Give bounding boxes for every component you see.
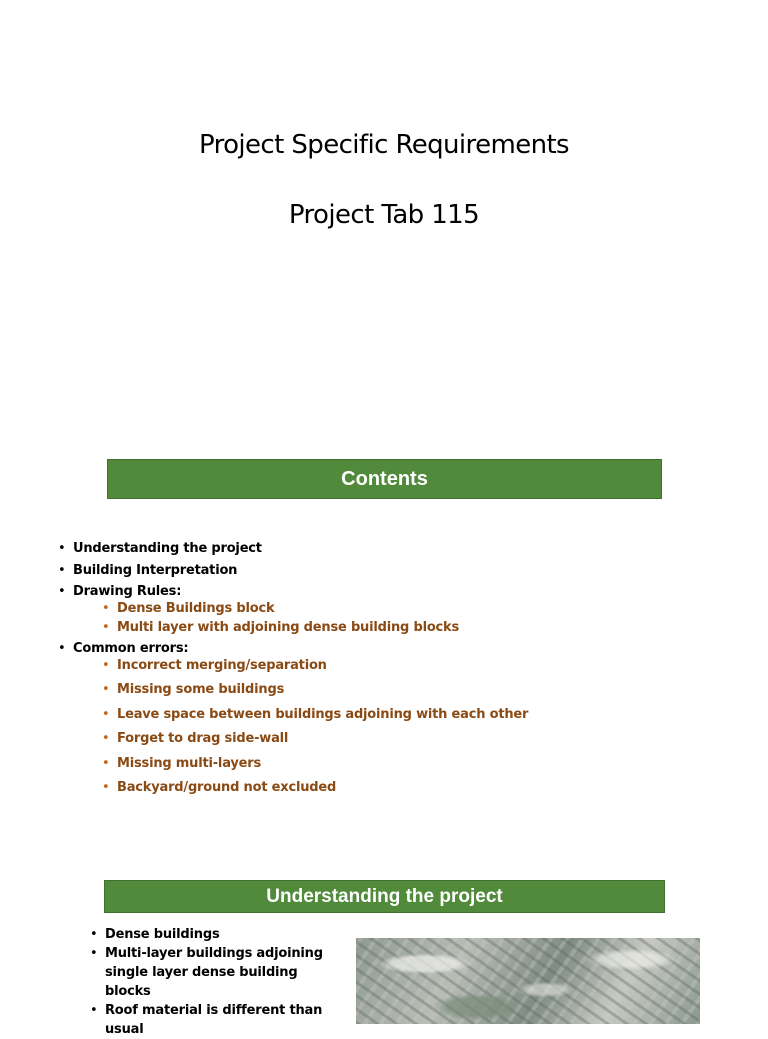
contents-item-label: Common errors: xyxy=(73,641,189,656)
sub-item: • Incorrect merging/separation xyxy=(102,657,738,681)
contents-item-common-errors xyxy=(58,641,738,803)
contents-item-label: Drawing Rules: xyxy=(73,584,182,599)
contents-item-drawing-rules xyxy=(58,584,738,638)
understanding-bullet-list xyxy=(90,925,345,1039)
slide-subtitle: Project Tab 115 xyxy=(288,200,480,230)
slide-title: Project Specific Requirements xyxy=(198,130,570,160)
understanding-bullet: • Dense buildings xyxy=(90,925,345,944)
sub-item: • Dense Buildings block xyxy=(102,600,738,619)
contents-item-building-interpretation: • Building Interpretation xyxy=(58,562,738,584)
sub-item: • Missing multi-layers xyxy=(102,755,738,779)
sub-item: • Leave space between buildings adjoining with each other xyxy=(102,706,738,730)
sub-item: • Forget to drag side-wall xyxy=(102,730,738,754)
sub-item: • Multi layer with adjoining dense building blocks xyxy=(102,619,738,638)
title-slide xyxy=(0,0,768,440)
drawing-rules-sublist xyxy=(102,600,738,638)
understanding-bullet: • Roof material is different than usual xyxy=(90,1001,345,1039)
contents-list xyxy=(58,540,738,803)
aerial-photo-image xyxy=(356,938,700,1024)
common-errors-sublist xyxy=(102,657,738,803)
understanding-heading-banner: Understanding the project xyxy=(104,880,665,913)
sub-item: • Missing some buildings xyxy=(102,681,738,705)
contents-item-understanding: • Understanding the project xyxy=(58,540,738,562)
understanding-bullet: • Multi-layer buildings adjoining single layer dense building blocks xyxy=(90,944,345,1001)
sub-item: • Backyard/ground not excluded xyxy=(102,779,738,803)
contents-heading-banner: Contents xyxy=(107,459,662,499)
